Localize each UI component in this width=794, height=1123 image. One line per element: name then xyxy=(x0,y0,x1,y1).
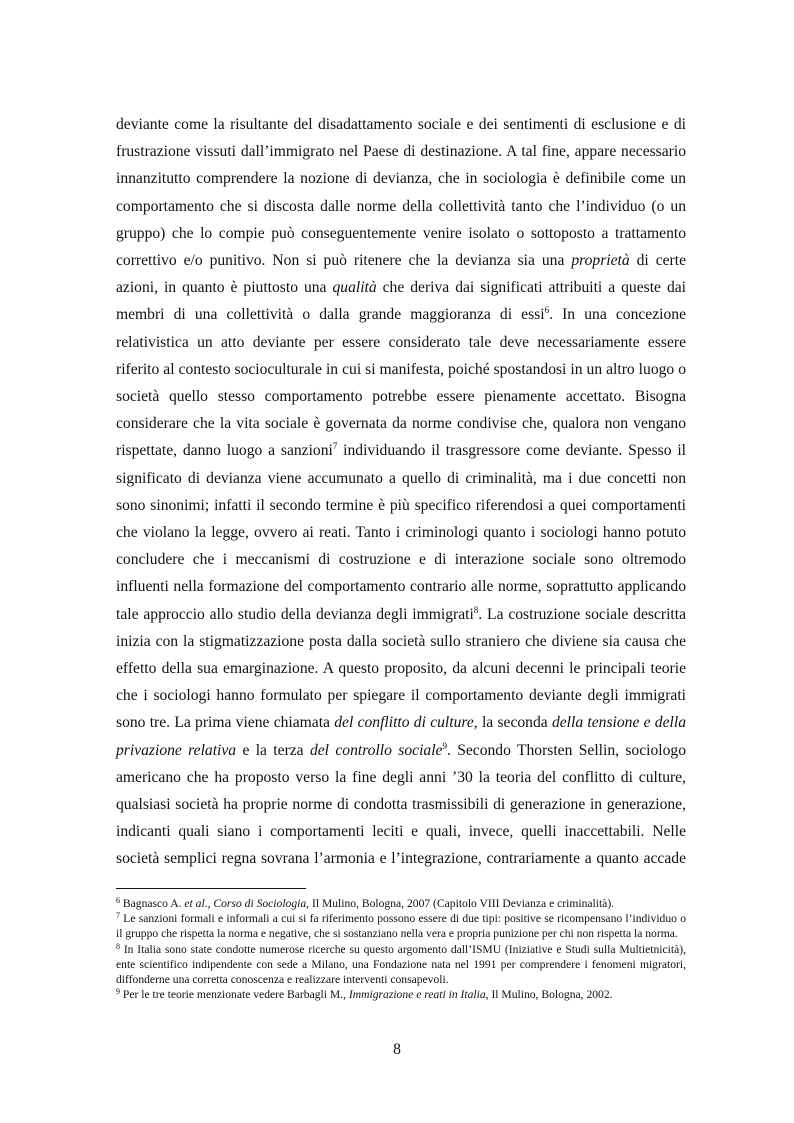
footnote-ref-9: 9 xyxy=(442,740,447,751)
footnote-separator xyxy=(116,888,306,889)
footnote-number: 7 xyxy=(116,911,120,921)
footnote-text: In Italia sono state condotte numerose ricerche su questo argomento dall’ISMU (Iniziative e Studi sulla Multietnicità), ente scientifico indipendente con sede a Milano, una Fondazione nata nel 1991 per comprendere i fenomeni migratori, diffonderne una corretta conoscenza e realizzare interventi consapevoli. xyxy=(116,942,686,987)
footnote-text: Bagnasco A. xyxy=(120,897,185,910)
footnote-ref-7: 7 xyxy=(332,441,338,452)
footnotes xyxy=(116,896,686,1002)
footnote-text: , Il Mulino, Bologna, 2002. xyxy=(485,988,613,1002)
page-number: 8 xyxy=(393,1041,401,1058)
footnote-8 xyxy=(116,942,686,988)
footnote-emphasis: et al xyxy=(184,897,205,910)
body-text-segment: di certe azioni, in quanto è piuttosto una xyxy=(116,252,686,297)
footnote-text: ., xyxy=(204,897,214,910)
body-text-segment: . La costruzione sociale descritta inizia con la stigmatizzazione posta dalla società sullo straniero che diviene sia causa che effetto della sua emarginazione. A questo proposito, da alcuni decenni le principali teorie che i sociologi hanno formulato per spiegare il comportamento deviante degli immigrati sono tre. La prima viene chiamata xyxy=(116,605,687,732)
footnote-ref-6: 6 xyxy=(544,305,550,316)
footnote-9 xyxy=(116,987,686,1002)
emphasis-conflitto-culture: del conflitto di culture xyxy=(334,714,474,732)
body-text-segment: che deriva dai significati attribuiti a queste dai membri di una collettività o dalla grande maggioranza di essi xyxy=(116,279,687,324)
footnote-emphasis: Immigrazione e reati in Italia xyxy=(348,988,486,1002)
footnote-number: 9 xyxy=(116,987,120,997)
body-text-segment: . Secondo Thorsten Sellin, sociologo americano che ha proposto verso la fine degli anni ’30 la teoria del conflitto di culture, qualsiasi società ha proprie norme di condotta trasmissibili di generazione in generazione, indicanti quali siano i comportamenti leciti e quali, invece, quelli inaccettabili. Nelle società semplici regna sovrana l’armonia e l’integrazione, contrariamente a quanto accade xyxy=(116,741,686,868)
footnote-ref-8: 8 xyxy=(473,604,479,615)
footnote-6 xyxy=(116,896,686,911)
body-text-segment: , la seconda xyxy=(473,714,552,732)
footnote-text: Le sanzioni formali e informali a cui si fa riferimento possono essere di due tipi: positive se ricompensano l’individuo o il gruppo che rispetta la norma e negative, che si sostanziano nella vera e propria punizione per chi non rispetta la norma. xyxy=(116,912,686,941)
body-text-segment: deviante come la risultante del disadattamento sociale e dei sentimenti di esclusione e di frustrazione vissuti dall’immigrato nel Paese di destinazione. A tal fine, appare necessario innanzitutto comprendere la nozione di devianza, che in sociologia è definibile come un comportamento che si discosta dalle norme della collettività tanto che l’individuo (o un gruppo) che lo compie può conseguentemente venire isolato o sottoposto a trattamento correttivo e/o punitivo. Non si può ritenere che la devianza sia una xyxy=(116,116,686,270)
body-text-segment: individuando il trasgressore come deviante. Spesso il significato di devianza viene accumunato a quello di criminalità, ma i due concetti non sono sinonimi; infatti il secondo termine è più specifico riferendosi a quei comportamenti che violano la legge, ovvero ai reati. Tanto i criminologi quanto i sociologi hanno potuto concludere che i meccanismi di costruzione e di interazione sociale sono oltremodo influenti nella formazione del comportamento contrario alle norme, soprattutto applicando tale approccio allo studio della devianza degli immigrati xyxy=(116,442,686,623)
body-paragraph xyxy=(116,111,686,873)
body-text-segment: . In una concezione relativistica un atto deviante per essere considerato tale deve necessariamente essere riferito al contesto socioculturale in cui si manifesta, poiché spostandosi in un altro luogo o società quello stesso comportamento potrebbe essere pienamente accettato. Bisogna considerare che la vita sociale è governata da norme condivise che, qualora non vengano rispettate, danno luogo a sanzioni xyxy=(116,306,686,460)
body-text-segment: e la terza xyxy=(236,741,310,759)
footnote-number: 8 xyxy=(116,941,120,951)
footnote-emphasis: Corso di Sociologia xyxy=(213,897,307,910)
footnote-number: 6 xyxy=(116,896,120,905)
footnote-text: , Il Mulino, Bologna, 2007 (Capitolo VIII Devianza e criminalità). xyxy=(306,897,615,910)
footnote-text: Per le tre teorie menzionate vedere Barbagli M., xyxy=(120,988,349,1002)
emphasis-proprieta: proprietà xyxy=(571,252,630,270)
footnote-7 xyxy=(116,911,686,941)
emphasis-qualita: qualità xyxy=(332,279,377,297)
emphasis-tensione: della tensione e della privazione relativa xyxy=(116,714,686,759)
emphasis-controllo-sociale: del controllo sociale xyxy=(309,741,443,759)
